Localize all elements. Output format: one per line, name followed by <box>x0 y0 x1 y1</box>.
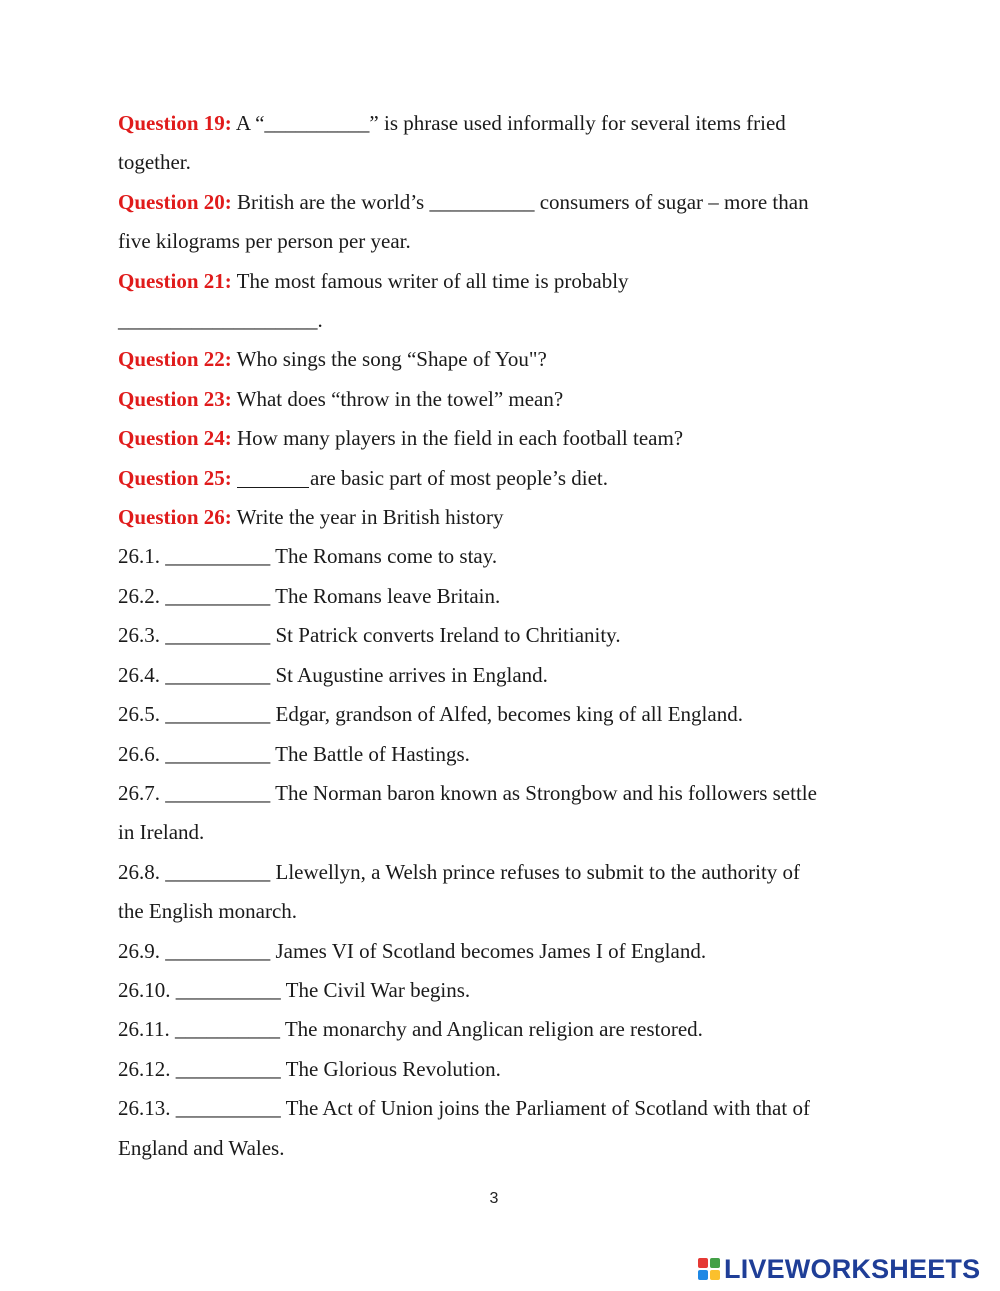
question-24 <box>118 419 888 458</box>
history-item-26-5: 26.5. __________ Edgar, grandson of Alfed, becomes king of all England. <box>118 702 743 727</box>
question-label: Question 24: <box>118 426 232 451</box>
question-text: are basic part of most people’s diet. <box>310 465 609 490</box>
question-label: Question 19: <box>118 111 232 135</box>
answer-blank <box>237 466 309 488</box>
question-21 <box>118 262 888 301</box>
question-text: The most famous writer of all time is probably <box>231 268 629 293</box>
question-text: How many players in the field in each football team? <box>231 426 684 451</box>
history-item-26-13-continuation: England and Wales. <box>118 1135 285 1160</box>
liveworksheets-brand <box>698 1255 980 1283</box>
history-item-26-7-continuation: in Ireland. <box>118 820 205 845</box>
question-19-continuation: together. <box>118 150 191 175</box>
logo-square <box>698 1258 708 1268</box>
question-text: Write the year in British history <box>231 505 504 530</box>
question-label: Question 20: <box>118 189 232 214</box>
question-label: Question 21: <box>118 268 232 293</box>
question-label: Question 23: <box>118 386 232 411</box>
history-item-26-6: 26.6. __________ The Battle of Hastings. <box>118 741 470 766</box>
history-item-26-7: 26.7. __________ The Norman baron known as Strongbow and his followers settle <box>118 780 817 805</box>
history-item-26-8: 26.8. __________ Llewellyn, a Welsh prince refuses to submit to the authority of <box>118 859 801 884</box>
history-item-26-12: 26.12. __________ The Glorious Revolution. <box>118 1056 501 1081</box>
question-26 <box>118 498 888 537</box>
question-21-answer-blank: ___________________. <box>118 308 323 333</box>
history-item-26-4: 26.4. __________ St Augustine arrives in England. <box>118 662 548 687</box>
history-item-26-3: 26.3. __________ St Patrick converts Ireland to Chritianity. <box>118 623 621 648</box>
history-item-26-8-continuation: the English monarch. <box>118 899 298 924</box>
history-item-26-1: 26.1. __________ The Romans come to stay. <box>118 544 498 569</box>
question-20-continuation: five kilograms per person per year. <box>118 229 411 254</box>
logo-square <box>698 1270 708 1280</box>
question-label: Question 22: <box>118 347 232 372</box>
question-text: A “__________” is phrase used informally for several items fried <box>231 111 786 135</box>
question-text: Who sings the song “Shape of You"? <box>231 347 547 372</box>
question-text: British are the world’s __________ consumers of sugar – more than <box>231 189 809 214</box>
logo-square <box>710 1270 720 1280</box>
history-item-26-13: 26.13. __________ The Act of Union joins the Parliament of Scotland with that of <box>118 1096 810 1121</box>
question-label: Question 26: <box>118 505 232 530</box>
question-label: Question 25: <box>118 465 232 490</box>
brand-wordmark: LIVEWORKSHEETS <box>724 1254 981 1284</box>
page-number: 3 <box>489 1190 499 1207</box>
history-item-26-9: 26.9. __________ James VI of Scotland becomes James I of England. <box>118 938 707 963</box>
history-item-26-10: 26.10. __________ The Civil War begins. <box>118 977 471 1002</box>
history-item-26-2: 26.2. __________ The Romans leave Britain. <box>118 583 501 608</box>
history-item-26-11: 26.11. __________ The monarchy and Anglican religion are restored. <box>118 1017 703 1042</box>
liveworksheets-logo-icon <box>698 1258 720 1280</box>
question-text: What does “throw in the towel” mean? <box>231 386 564 411</box>
question-20 <box>118 183 888 222</box>
question-23 <box>118 380 888 419</box>
logo-square <box>710 1258 720 1268</box>
question-22 <box>118 340 888 379</box>
worksheet-content <box>118 104 888 1168</box>
question-25 <box>118 459 888 498</box>
question-19 <box>118 104 888 143</box>
